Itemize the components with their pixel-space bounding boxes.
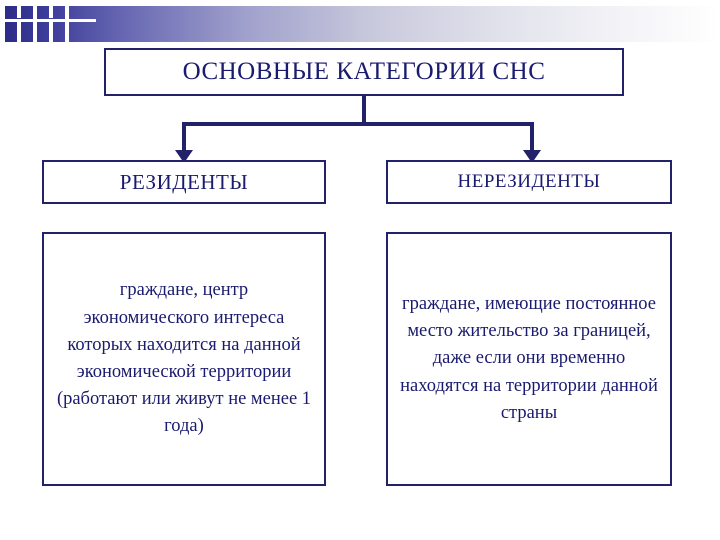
branch-label-nonresidents: НЕРЕЗИДЕНТЫ: [457, 171, 601, 192]
branch-node-nonresidents: [386, 160, 672, 204]
description-text-residents: граждане, центр экономического интереса которых находится на данной экономической территории (работают или живут не менее 1 года): [56, 280, 312, 437]
root-node-label: ОСНОВНЫЕ КАТЕГОРИИ СНС: [182, 58, 546, 85]
description-node-residents: [42, 232, 326, 486]
connector-horizontal-bus: [182, 122, 534, 126]
root-node-title: [104, 48, 624, 96]
description-text-nonresidents: граждане, имеющие постоянное место жительство за границей, даже если они временно находятся на территории данной страны: [400, 294, 658, 423]
branch-label-residents: РЕЗИДЕНТЫ: [119, 169, 249, 194]
description-node-nonresidents: [386, 232, 672, 486]
branch-node-residents: [42, 160, 326, 204]
